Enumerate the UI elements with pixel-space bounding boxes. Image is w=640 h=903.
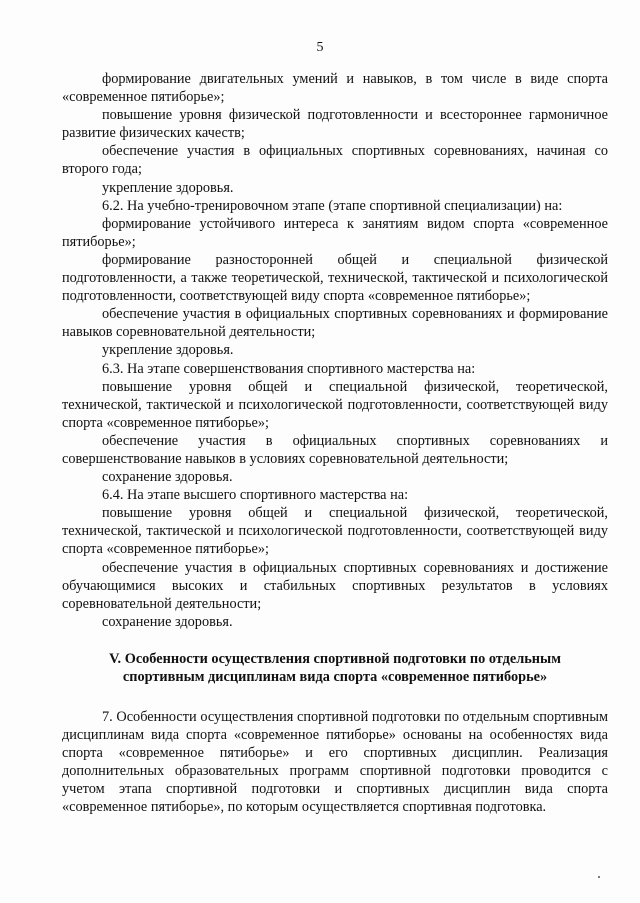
paragraphs-before-heading (62, 70, 608, 631)
paragraph: обеспечение участия в официальных спортивных соревнованиях и совершенствование навыков в условиях соревновательной деятельности; (62, 432, 608, 467)
paragraph: сохранение здоровья. (102, 469, 233, 486)
paragraph: 7. Особенности осуществления спортивной подготовки по отдельным спортивным дисциплинам вида спорта «современное пятиборье» основаны на особенностях вида спорта «современное пятиборье» и его спортивных дисциплин. Реализация дополнительных образовательных программ спортивной подготовки проводится с учетом этапа спортивной подготовки и спортивных дисциплин вида спорта «современное пятиборье», по которым осуществляется спортивная подготовка. (62, 708, 608, 816)
section-heading-line-1: V. Особенности осуществления спортивной подготовки по отдельным (109, 650, 561, 667)
section-heading-line-2: спортивным дисциплинам вида спорта «современное пятиборье» (122, 669, 548, 686)
paragraph: формирование разносторонней общей и специальной физической подготовленности, а также теоретической, технической, тактической и психологической подготовленности, соответствующей виду спорта «современное пятиборье»; (62, 251, 608, 305)
paragraph: обеспечение участия в официальных спортивных соревнованиях, начиная со второго года; (62, 143, 608, 178)
paragraph: 6.3. На этапе совершенствования спортивного мастерства на: (102, 360, 476, 377)
page-number: 5 (316, 40, 324, 55)
document-body (62, 70, 608, 816)
paragraph: формирование устойчивого интереса к занятиям видом спорта «современное пятиборье»; (62, 215, 608, 250)
paragraph: укрепление здоровья. (102, 179, 234, 196)
paragraph: 6.2. На учебно-тренировочном этапе (этапе спортивной специализации) на: (102, 197, 563, 214)
paragraph: повышение уровня общей и специальной физической, теоретической, технической, тактической и психологической подготовленности, соответствующей виду спорта «современное пятиборье»; (62, 505, 608, 558)
paragraph: повышение уровня физической подготовленности и всестороннее гармоничное развитие физических качеств; (62, 107, 608, 142)
paragraph: повышение уровня общей и специальной физической, теоретической, технической, тактической и психологической подготовленности, соответствующей виду спорта «современное пятиборье»; (62, 378, 608, 431)
paragraph: обеспечение участия в официальных спортивных соревнованиях и достижение обучающимися высоких и стабильных спортивных результатов в условиях соревновательной деятельности; (62, 559, 608, 612)
paragraph: сохранение здоровья. (102, 613, 233, 630)
paragraph: обеспечение участия в официальных спортивных соревнованиях и формирование навыков соревновательной деятельности; (62, 306, 608, 341)
paragraph: укрепление здоровья. (102, 342, 234, 359)
paragraphs-after-heading (62, 708, 608, 817)
paragraph: формирование двигательных умений и навыков, в том числе в виде спорта «современное пятиборье»; (62, 71, 608, 106)
scan-speck (598, 876, 600, 878)
section-heading (62, 650, 608, 687)
paragraph: 6.4. На этапе высшего спортивного мастерства на: (102, 487, 409, 504)
